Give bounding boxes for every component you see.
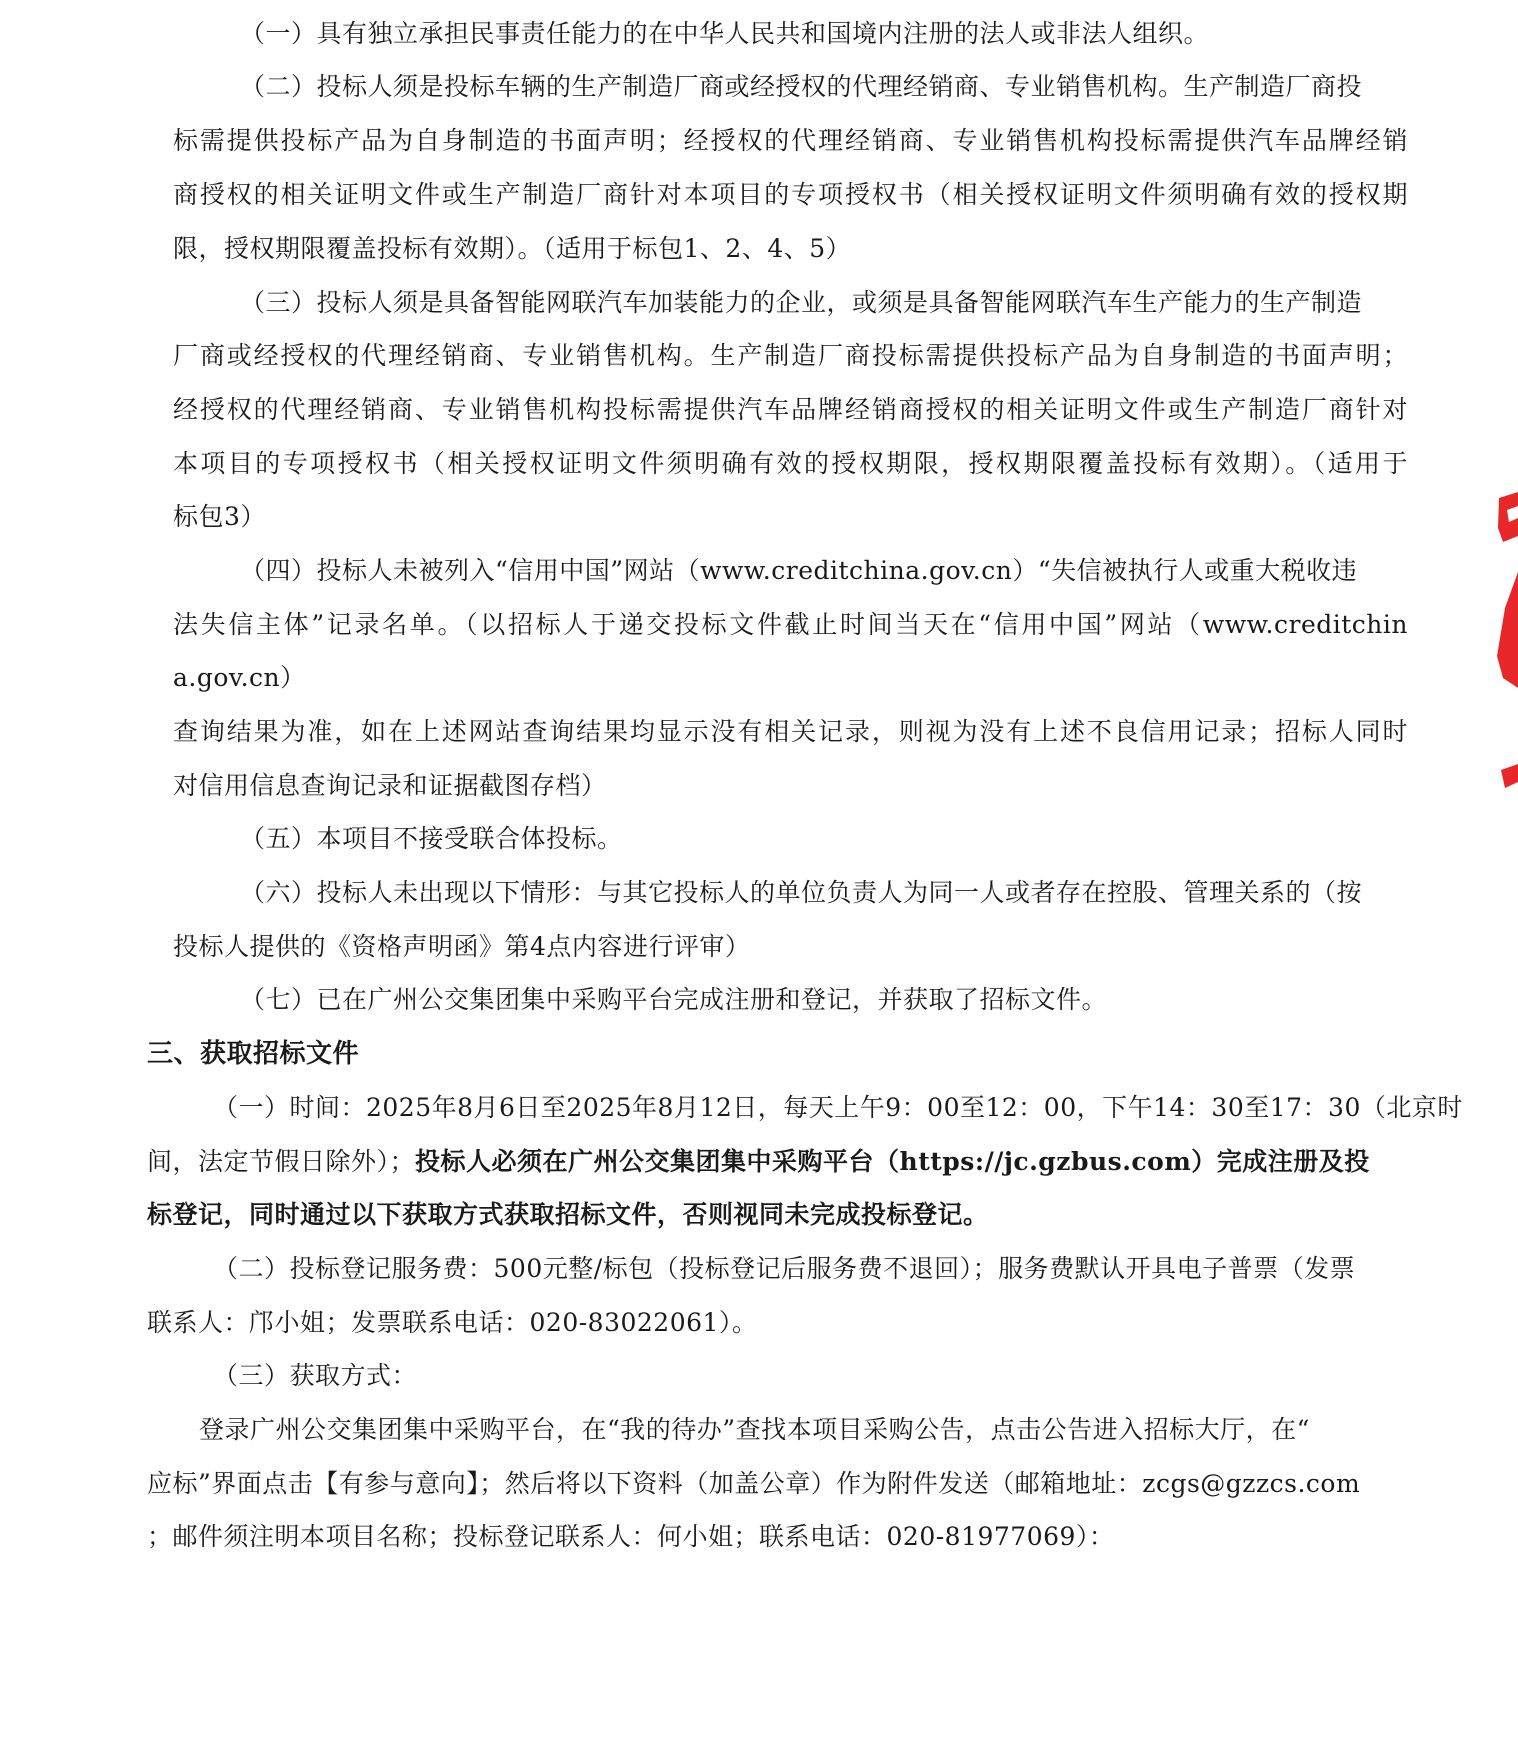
qualification-item-2-line-3: 商授权的相关证明文件或生产制造厂商针对本项目的专项授权书（相关授权证明文件须明确有效的授权期 <box>173 180 1408 209</box>
section-3-fee-line-2: 联系人：邝小姐；发票联系电话：020-83022061）。 <box>147 1308 758 1337</box>
section-3-method-line-1: 登录广州公交集团集中采购平台，在“我的待办”查找本项目采购公告，点击公告进入招标大厅，在“ <box>199 1415 1310 1444</box>
qualification-item-3-line-3: 经授权的代理经销商、专业销售机构投标需提供汽车品牌经销商授权的相关证明文件或生产制造厂商针对 <box>173 395 1408 424</box>
qualification-item-4-line-5: 对信用信息查询记录和证据截图存档） <box>173 771 607 800</box>
red-seal-fragment <box>1493 488 1518 808</box>
qualification-item-4-line-1: （四）投标人未被列入“信用中国”网站（www.creditchina.gov.cn）“失信被执行人或重大税收违 <box>240 556 1358 585</box>
section-3-time-line-1: （一）时间：2025年8月6日至2025年8月12日，每天上午9：00至12：00，下午14：30至17：30（北京时 <box>213 1093 1463 1122</box>
qualification-item-2-line-2: 标需提供投标产品为自身制造的书面声明；经授权的代理经销商、专业销售机构投标需提供汽车品牌经销 <box>173 126 1408 155</box>
qualification-item-3-line-5: 标包3） <box>173 502 266 531</box>
qualification-item-1: （一）具有独立承担民事责任能力的在中华人民共和国境内注册的法人或非法人组织。 <box>240 19 1210 48</box>
qualification-item-2-line-1: （二）投标人须是投标车辆的生产制造厂商或经授权的代理经销商、专业销售机构。生产制造厂商投 <box>240 72 1363 101</box>
qualification-item-2-line-4: 限，授权期限覆盖投标有效期）。（适用于标包1、2、4、5） <box>173 234 852 263</box>
qualification-item-4-line-4: 查询结果为准，如在上述网站查询结果均显示没有相关记录，则视为没有上述不良信用记录；招标人同时 <box>173 717 1408 746</box>
section-3-time-bold-1: 投标人必须在广州公交集团集中采购平台（https://jc.gzbus.com）完成注册及投 <box>415 1147 1370 1176</box>
section-3-method-line-2: 应标”界面点击【有参与意向】；然后将以下资料（加盖公章）作为附件发送（邮箱地址：zcgs@gzzcs.com <box>147 1469 1361 1498</box>
qualification-item-4-line-3: a.gov.cn） <box>173 663 306 692</box>
section-3-time-plain: 间，法定节假日除外）； <box>147 1147 416 1176</box>
qualification-item-5: （五）本项目不接受联合体投标。 <box>240 824 623 853</box>
qualification-item-4-line-2: 法失信主体”记录名单。（以招标人于递交投标文件截止时间当天在“信用中国”网站（www.creditchin <box>173 610 1408 639</box>
qualification-item-3-line-2: 厂商或经授权的代理经销商、专业销售机构。生产制造厂商投标需提供投标产品为自身制造的书面声明； <box>173 341 1408 370</box>
qualification-item-7: （七）已在广州公交集团集中采购平台完成注册和登记，并获取了招标文件。 <box>240 985 1108 1014</box>
section-3-method-line-3: ；邮件须注明本项目名称；投标登记联系人：何小姐；联系电话：020-81977069）： <box>147 1522 1115 1551</box>
section-3-method-title: （三）获取方式： <box>213 1361 418 1390</box>
qualification-item-3-line-4: 本项目的专项授权书（相关授权证明文件须明确有效的授权期限，授权期限覆盖投标有效期）。（适用于 <box>173 449 1408 478</box>
qualification-item-3-line-1: （三）投标人须是具备智能网联汽车加装能力的企业，或须是具备智能网联汽车生产能力的生产制造 <box>240 288 1363 317</box>
section-3-heading: 三、获取招标文件 <box>147 1039 360 1069</box>
section-3-fee-line-1: （二）投标登记服务费：500元整/标包（投标登记后服务费不退回）；服务费默认开具电子普票（发票 <box>213 1254 1356 1283</box>
qualification-item-6-line-1: （六）投标人未出现以下情形：与其它投标人的单位负责人为同一人或者存在控股、管理关系的（按 <box>240 878 1363 907</box>
section-3-time-line-3: 标登记，同时通过以下获取方式获取招标文件，否则视同未完成投标登记。 <box>147 1200 989 1229</box>
qualification-item-6-line-2: 投标人提供的《资格声明函》第4点内容进行评审） <box>173 932 751 961</box>
section-3-time-line-2 <box>147 1145 1415 1179</box>
